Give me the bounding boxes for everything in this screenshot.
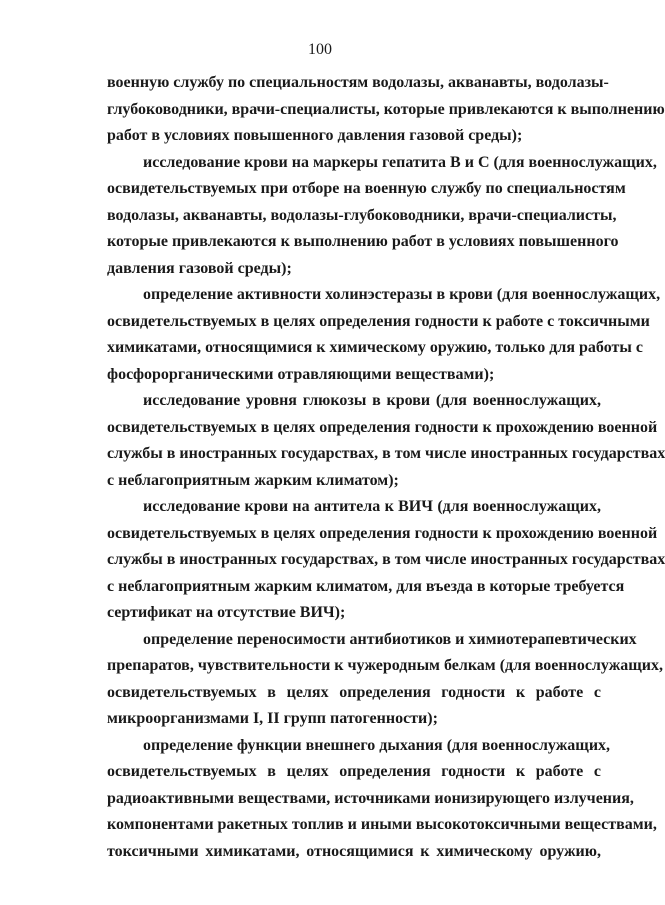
paragraph-line: которые привлекаются к выполнению работ в условиях повышенного [107,233,619,250]
paragraph-line: определение активности холинэстеразы в крови (для военнослужащих, [143,286,661,303]
paragraph-line: освидетельствуемых в целях определения годности к работе с [107,683,601,701]
paragraph-line: исследование крови на маркеры гепатита В и С (для военнослужащих, [143,153,657,171]
paragraph-line: микроорганизмами I, II групп патогенности); [107,710,438,727]
paragraph [107,70,665,150]
paragraph-line: определение функции внешнего дыхания (для военнослужащих, [143,736,611,754]
paragraph-line: компонентами ракетных топлив и иными высокотоксичными веществами, [107,816,657,833]
page-number: 100 [308,41,332,58]
paragraph [107,388,665,494]
paragraph-line: службы в иностранных государствах, в том числе иностранных государствах [107,551,665,568]
paragraph-line: освидетельствуемых в целях определения годности к прохождению военной [107,418,658,436]
paragraph-line: препаратов, чувствительности к чужеродным белкам (для военнослужащих, [107,657,664,674]
paragraph-line: службы в иностранных государствах, в том числе иностранных государствах [107,445,665,462]
paragraph-line: с неблагоприятным жарким климатом); [107,471,399,489]
paragraph-line: фосфорорганическими отравляющими веществами); [107,365,495,383]
document-body [107,70,665,865]
paragraph-line: освидетельствуемых в целях определения годности к работе с [107,763,601,780]
paragraph-line: военную службу по специальностям водолазы, акванавты, водолазы- [107,74,609,91]
paragraph [107,150,657,283]
paragraph-line: глубоководники, врачи-специалисты, которые привлекаются к выполнению [107,100,665,118]
paragraph-line: освидетельствуемых при отборе на военную службу по специальностям [107,180,626,197]
paragraph-line: исследование уровня глюкозы в крови (для военнослужащих, [143,392,601,409]
paragraph [107,733,657,866]
paragraph-line: давления газовой среды); [107,259,292,277]
paragraph-line: радиоактивными веществами, источниками ионизирующего излучения, [107,789,634,807]
paragraph [107,627,664,733]
paragraph [107,494,665,627]
paragraph-line: освидетельствуемых в целях определения годности к прохождению военной [107,524,658,542]
paragraph-line: химикатами, относящимися к химическому оружию, только для работы с [107,339,643,356]
paragraph-line: исследование крови на антитела к ВИЧ (для военнослужащих, [143,498,601,515]
paragraph-line: освидетельствуемых в целях определения годности к работе с токсичными [107,312,650,330]
paragraph-line: токсичными химикатами, относящимися к химическому оружию, [107,842,601,860]
paragraph-line: с неблагоприятным жарким климатом, для въезда в которые требуется [107,577,625,595]
paragraph-line: водолазы, акванавты, водолазы-глубоководники, врачи-специалисты, [107,206,617,224]
paragraph-line: работ в условиях повышенного давления газовой среды); [107,127,523,144]
paragraph-line: сертификат на отсутствие ВИЧ); [107,604,346,621]
paragraph-line: определение переносимости антибиотиков и химиотерапевтических [143,630,637,648]
paragraph [107,282,661,388]
